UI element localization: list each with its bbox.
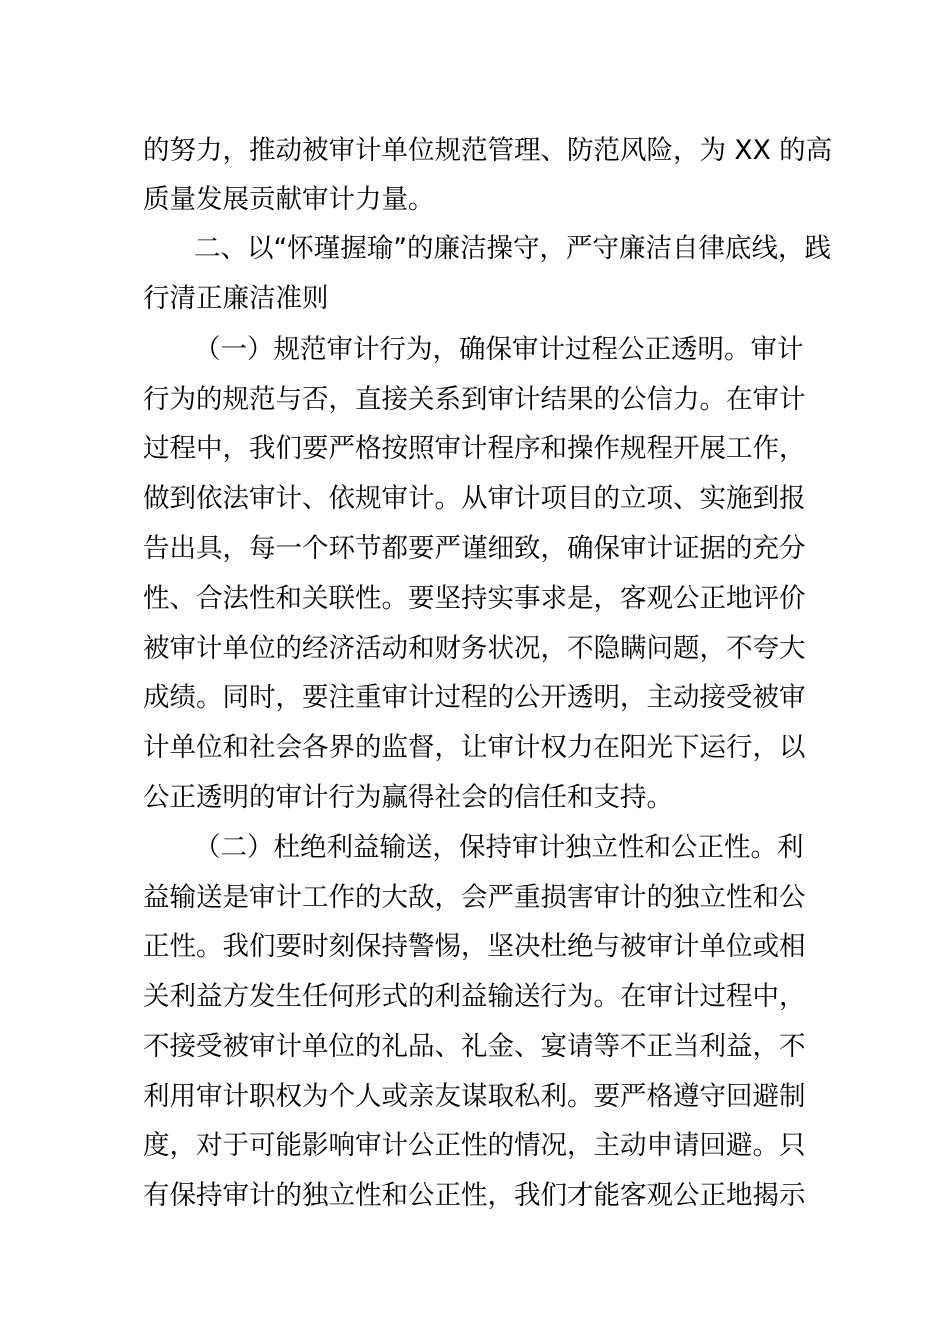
text-line: 关利益方发生任何形式的利益输送行为。在审计过程中， [143, 981, 806, 1012]
section-heading-line: 二、以“怀瑾握瑜”的廉洁操守，严守廉洁自律底线，践 [194, 233, 831, 264]
text-line: 计单位和社会各界的监督，让审计权力在阳光下运行，以 [143, 732, 806, 763]
text-line: 被审计单位的经济活动和财务状况，不隐瞒问题，不夸大 [143, 633, 806, 664]
subsection-heading-line: （一）规范审计行为，确保审计过程公正透明。审计 [194, 334, 804, 365]
text-line: 的努力，推动被审计单位规范管理、防范风险，为 XX 的高 [143, 135, 833, 166]
text-line: 正性。我们要时刻保持警惕，坚决杜绝与被审计单位或相 [143, 931, 806, 962]
text-line: 利用审计职权为个人或亲友谋取私利。要严格遵守回避制 [143, 1081, 806, 1112]
text-line: 性、合法性和关联性。要坚持实事求是，客观公正地评价 [143, 583, 806, 614]
text-line: 行为的规范与否，直接关系到审计结果的公信力。在审计 [143, 384, 806, 415]
text-line: 告出具，每一个环节都要严谨细致，确保审计证据的充分 [143, 533, 806, 564]
text-line: 不接受被审计单位的礼品、礼金、宴请等不正当利益，不 [143, 1031, 806, 1062]
text-line: 做到依法审计、依规审计。从审计项目的立项、实施到报 [143, 483, 806, 514]
text-line: 公正透明的审计行为赢得社会的信任和支持。 [143, 782, 673, 813]
text-line: 成绩。同时，要注重审计过程的公开透明，主动接受被审 [143, 682, 806, 713]
subsection-heading-line: （二）杜绝利益输送，保持审计独立性和公正性。利 [194, 832, 804, 863]
text-line: 过程中，我们要严格按照审计程序和操作规程开展工作， [143, 433, 806, 464]
section-heading-line: 行清正廉洁准则 [143, 283, 329, 314]
text-line: 有保持审计的独立性和公正性，我们才能客观公正地揭示 [143, 1180, 806, 1211]
text-line: 质量发展贡献审计力量。 [143, 184, 435, 215]
text-line: 益输送是审计工作的大敌，会严重损害审计的独立性和公 [143, 882, 806, 913]
text-line: 度，对于可能影响审计公正性的情况，主动申请回避。只 [143, 1130, 806, 1161]
